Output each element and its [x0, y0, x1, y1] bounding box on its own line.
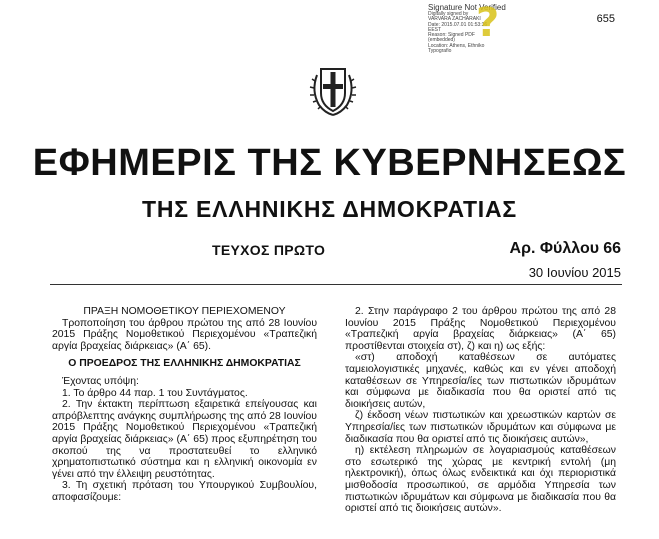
paragraph: 3. Τη σχετική πρόταση του Υπουργικού Συμβουλίου, αποφασίζουμε: — [52, 480, 317, 503]
signature-line: Digitally signed by — [428, 11, 469, 17]
coat-of-arms-icon — [307, 61, 359, 119]
president-heading: Ο ΠΡΟΕΔΡΟΣ ΤΗΣ ΕΛΛΗΝΙΚΗΣ ΔΗΜΟΚΡΑΤΙΑΣ — [68, 358, 301, 370]
sheet-number — [510, 240, 621, 258]
header-divider — [50, 284, 622, 285]
paragraph: 2. Στην παράγραφο 2 του άρθρου πρώτου της από 28 Ιουνίου 2015 Πράξης Νομοθετικού Περιεχομένου «Τραπεζική αργία βραχείας διάρκειας» (Α΄ 65) προστίθενται στοιχεία στ), ζ) και η) ως εξής: — [345, 306, 616, 352]
signature-line: Location: Athens, Ethniko — [428, 42, 485, 49]
right-column — [345, 306, 616, 515]
act-heading: ΠΡΑΞΗ ΝΟΜΟΘΕΤΙΚΟΥ ΠΕΡΙΕΧΟΜΕΝΟΥ — [83, 306, 286, 317]
paragraph: ζ) έκδοση νέων πιστωτικών και χρεωστικών καρτών σε Υπηρεσία/ίες των πιστωτικών ιδρυμάτων και σύμφωνα με διαδικασία που θα οριστεί από τις διοικήσεις αυτών», — [345, 410, 616, 445]
paragraph: η) εκτέλεση πληρωμών σε λογαριασμούς καταθέσεων στο εσωτερικό της χώρας με κεντρική εντολή (μη ηλεκτρονική), όπως όλως ενδεικτικά και όχι περιοριστικά μισθοδοσία προσωπικού, σε αρμόδια Υπηρεσία των πιστωτικών ιδρυμάτων και σύμφωνα με διαδικασία που θα οριστεί από τις διοικήσεις αυτών». — [345, 445, 616, 515]
issue-label: ΤΕΥΧΟΣ ΠΡΩΤΟ — [212, 242, 326, 258]
sheet-value: 66 — [603, 240, 621, 257]
paragraph: «στ) αποδοχή καταθέσεων σε αυτόματες ταμειολογιστικές μηχανές, καθώς και εν γένει αποδοχή καταθέσεων σε Υπηρεσία/ίες των πιστωτικών ιδρυμάτων και σύμφωνα με διαδικασία που θα οριστεί από τις διοικήσεις αυτών, — [345, 352, 616, 410]
paragraph: 1. Το άρθρο 44 παρ. 1 του Συντάγματος. — [62, 387, 248, 399]
gazette-subtitle: ΤΗΣ ΕΛΛΗΝΙΚΗΣ ΔΗΜΟΚΡΑΤΙΑΣ — [141, 196, 518, 222]
signature-line: (embedded) — [428, 37, 455, 44]
act-subject: Τροποποίηση του άρθρου πρώτου της από 28 Ιουνίου 2015 Πράξης Νομοθετικού Περιεχομένου «Τραπεζική αργία βραχείας διάρκειας» (Α΄ 65). — [52, 317, 317, 352]
left-column — [52, 306, 317, 504]
issue-date: 30 Ιουνίου 2015 — [528, 265, 621, 280]
signature-line: Typografio — [428, 48, 452, 55]
signature-line: Reason: Signed PDF — [428, 32, 475, 39]
considering-label: Έχοντας υπόψη: — [62, 375, 139, 387]
gazette-title: ΕΦΗΜΕΡΙΣ ΤΗΣ ΚΥΒΕΡΝΗΣΕΩΣ — [32, 142, 627, 184]
sheet-label: Αρ. Φύλλου — [509, 240, 600, 257]
page-number: 655 — [596, 13, 615, 25]
signature-status: Signature Not Verified — [428, 3, 506, 12]
signature-unverified-icon[interactable]: ? — [476, 0, 500, 46]
signature-line: Date: 2015.07.01 01:53:36 — [428, 21, 488, 28]
signature-line: VARVARA ZACHARAKI — [428, 16, 481, 23]
signature-line: EEST — [428, 26, 442, 33]
paragraph: 2. Την έκτακτη περίπτωση εξαιρετικά επείγουσας και απρόβλεπτης ανάγκης συμπλήρωσης της από 28 Ιουνίου 2015 Πράξης Νομοθετικού Περιεχομένου «Τραπεζική αργία βραχείας διάρκειας» (Α΄ 65) προς εξυπηρέτηση του σκοπού της να προστατευθεί το ελληνικό χρηματοπιστωτικό σύστημα και η ελληνική οικονομία εν γένει από την έλλειψη ρευστότητας. — [52, 399, 317, 480]
